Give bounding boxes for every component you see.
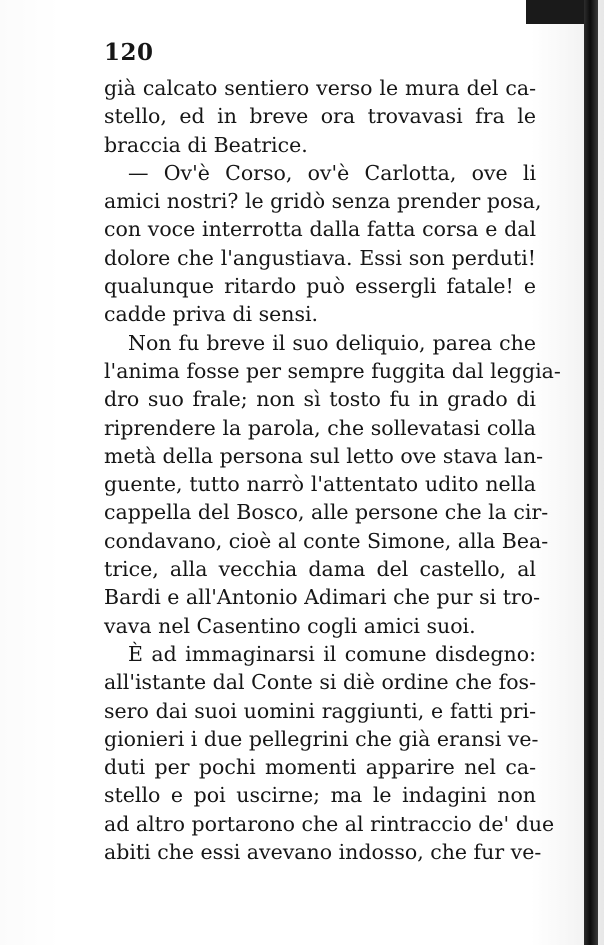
text-line: con voce interrotta dalla fatta corsa e dal bbox=[104, 217, 536, 242]
page-binding-edge bbox=[584, 0, 598, 945]
text-line: — Ov'è Corso, ov'è Carlotta, ove li bbox=[128, 160, 536, 185]
text-line: Non fu breve il suo deliquio, parea che bbox=[128, 330, 536, 355]
text-line: all'istante dal Conte si diè ordine che fos- bbox=[104, 670, 536, 695]
text-line: guente, tutto narrò l'attentato udito nella bbox=[104, 472, 536, 497]
text-line: riprendere la parola, che sollevatasi colla bbox=[104, 415, 536, 440]
text-line: stello e poi uscirne; ma le indagini non bbox=[104, 783, 536, 808]
text-line: cadde priva di sensi. bbox=[104, 302, 319, 327]
text-line: gionieri i due pellegrini che già eransi ve- bbox=[104, 726, 539, 751]
text-line: abiti che essi avevano indosso, che fur ve- bbox=[104, 840, 542, 865]
text-line: cappella del Bosco, alle persone che la cir- bbox=[104, 500, 549, 525]
text-line: È ad immaginarsi il comune disdegno: bbox=[128, 641, 536, 666]
text-line: ad altro portarono che al rintraccio de' due bbox=[104, 811, 555, 836]
text-line: duti per pochi momenti apparire nel ca- bbox=[104, 755, 536, 780]
page-number: 120 bbox=[104, 39, 154, 66]
text-line: metà della persona sul letto ove stava lan- bbox=[104, 443, 544, 468]
text-line: Bardi e all'Antonio Adimari che pur si tro- bbox=[104, 585, 540, 610]
text-line: dolore che l'angustiava. Essi son perduti! bbox=[104, 245, 536, 270]
text-line: condavano, cioè al conte Simone, alla Bea- bbox=[104, 528, 549, 553]
text-line: l'anima fosse per sempre fuggita dal leggia- bbox=[104, 358, 561, 383]
text-line: trice, alla vecchia dama del castello, al bbox=[104, 557, 536, 582]
text-line: braccia di Beatrice. bbox=[104, 132, 308, 157]
page-shadow-top bbox=[526, 0, 586, 24]
text-line: amici nostri? le gridò senza prender posa, bbox=[104, 189, 542, 214]
text-line: già calcato sentiero verso le mura del ca- bbox=[104, 76, 536, 100]
body-text bbox=[104, 74, 561, 866]
text-line: vava nel Casentino cogli amici suoi. bbox=[104, 613, 476, 638]
text-line: qualunque ritardo può essergli fatale! e bbox=[104, 274, 536, 299]
text-line: stello, ed in breve ora trovavasi fra le bbox=[104, 104, 536, 129]
text-line: sero dai suoi uomini raggiunti, e fatti pri- bbox=[104, 698, 536, 723]
text-line: dro suo frale; non sì tosto fu in grado di bbox=[104, 387, 536, 412]
